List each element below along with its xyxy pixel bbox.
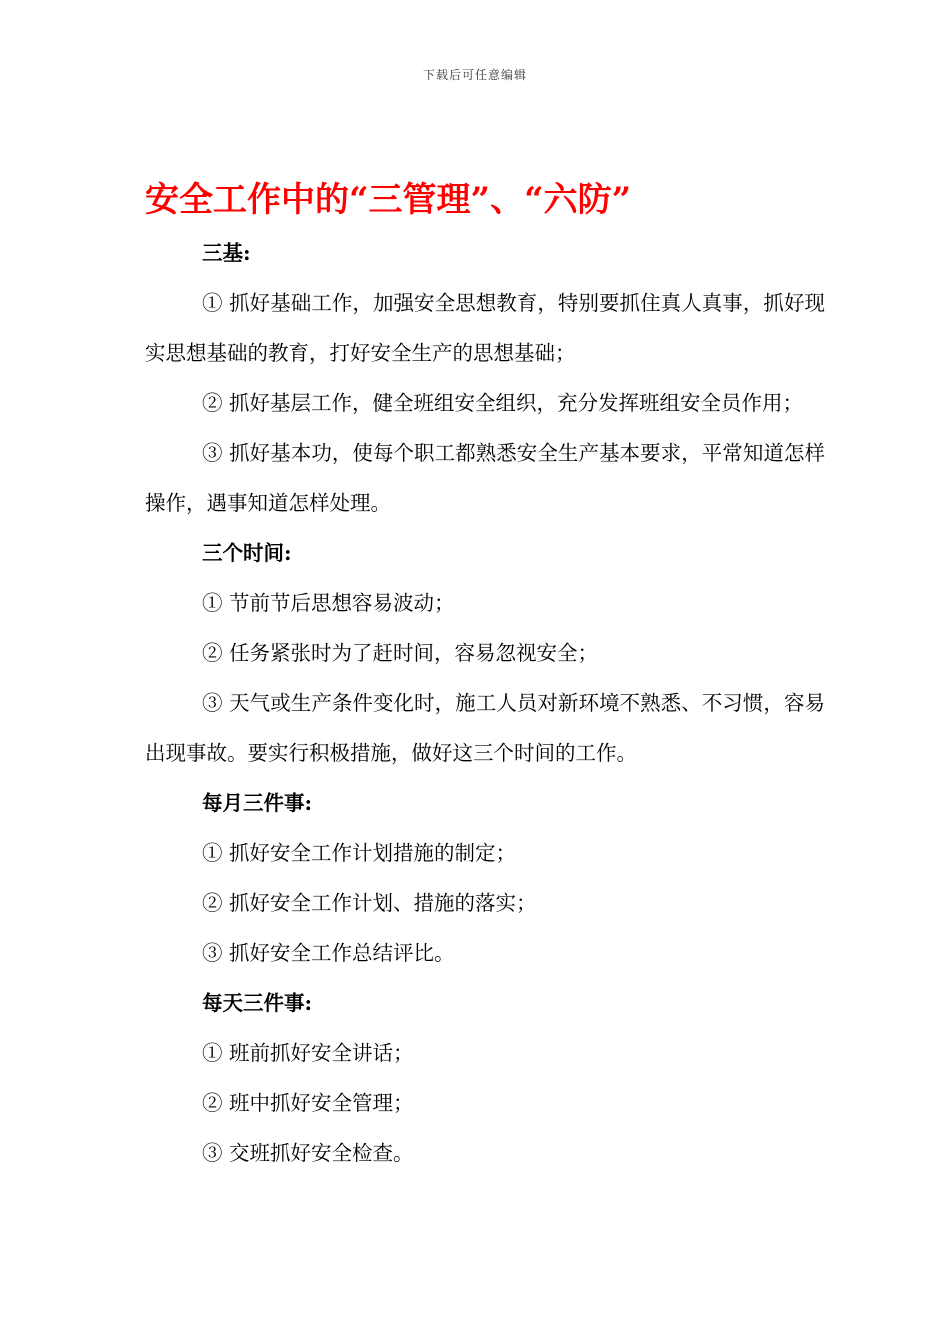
section-heading-three-basics: 三基: bbox=[202, 241, 251, 265]
page-header: 下载后可任意编辑 bbox=[422, 68, 527, 82]
list-item: ③ 抓好安全工作总结评比。 bbox=[202, 941, 455, 965]
section-heading-three-times: 三个时间: bbox=[202, 541, 292, 565]
list-item: ① 抓好基础工作，加强安全思想教育，特别要抓住真人真事，抓好现实思想基础的教育，打好安全生产的思想基础； bbox=[145, 291, 825, 365]
list-item: ② 任务紧张时为了赶时间，容易忽视安全； bbox=[202, 641, 599, 665]
document-body bbox=[145, 228, 825, 1178]
list-item: ② 班中抓好安全管理； bbox=[202, 1091, 414, 1115]
section-heading-daily-tasks: 每天三件事: bbox=[202, 991, 313, 1015]
list-item: ① 班前抓好安全讲话； bbox=[202, 1041, 414, 1065]
list-item: ② 抓好安全工作计划、措施的落实； bbox=[202, 891, 537, 915]
list-item: ③ 天气或生产条件变化时，施工人员对新环境不熟悉、不习惯，容易出现事故。要实行积极措施，做好这三个时间的工作。 bbox=[145, 691, 825, 765]
list-item: ① 抓好安全工作计划措施的制定； bbox=[202, 841, 517, 865]
document-title: 安全工作中的“三管理”、“六防” bbox=[145, 180, 632, 220]
section-heading-monthly-tasks: 每月三件事: bbox=[202, 791, 313, 815]
list-item: ③ 交班抓好安全检查。 bbox=[202, 1141, 414, 1165]
list-item: ② 抓好基层工作，健全班组安全组织，充分发挥班组安全员作用； bbox=[202, 391, 804, 415]
list-item: ③ 抓好基本功，使每个职工都熟悉安全生产基本要求，平常知道怎样操作，遇事知道怎样处理。 bbox=[145, 441, 825, 515]
list-item: ① 节前节后思想容易波动； bbox=[202, 591, 455, 615]
